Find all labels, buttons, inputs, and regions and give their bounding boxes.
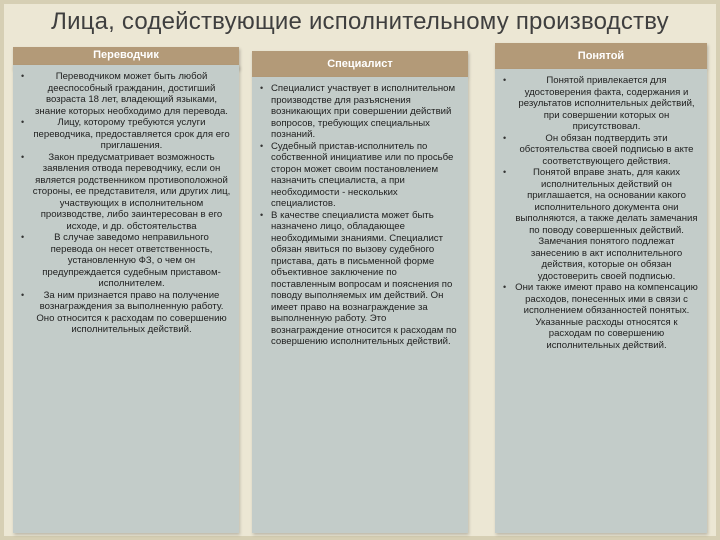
list-item: • В качестве специалиста может быть назначено лицо, обладающее необходимыми знаниями. Специалист обязан явиться по вызову судебного пристава, дать в письменной форме объективное заключение по поставленным вопросам и пояснения по поводу выполняемых им действий. Он имеет право на вознаграждение за выполненную работу. Это вознаграждение относится к расходам по совершению исполнительных действий. [260,210,460,348]
column-body-translator [13,65,239,533]
list-item: • За ним признается право на получение вознаграждения за выполненную работу. Оно относится к расходам по совершению исполнительных действий. [21,290,231,336]
list-item: • Судебный пристав-исполнитель по собственной инициативе или по просьбе сторон может своим постановлением назначить специалиста, а при необходимости - нескольких специалистов. [260,141,460,210]
list-item: • Переводчиком может быть любой дееспособный гражданин, достигший возраста 18 лет, владеющий языками, знание которых необходимо для перевода. [21,71,231,117]
column-header-witness: Понятой [495,43,707,69]
translator-list [21,71,231,336]
list-item: • Закон предусматривает возможность заявления отвода переводчику, если он является родственником противоположной стороны, ее представителя, или других лиц, участвующих в исполнительном производстве, либо заинтересован в его исходе, и др. обстоятельства [21,152,231,233]
list-item: • Специалист участвует в исполнительном производстве для разъяснения возникающих при совершении действий вопросов, требующих специальных познаний. [260,83,460,141]
column-header-translator: Переводчик [13,47,239,69]
list-item: • Он обязан подтвердить эти обстоятельства своей подписью в акте соответствующего действия. [503,133,699,168]
slide-title: Лица, содействующие исполнительному производству [51,8,669,35]
list-item: • Лицу, которому требуются услуги переводчика, предоставляется срок для его приглашения. [21,117,231,152]
list-item: • Понятой привлекается для удостоверения факта, содержания и результатов исполнительных действий, при совершении которых он присутствовал. [503,75,699,133]
column-body-specialist [252,77,468,533]
list-item: • Они также имеют право на компенсацию расходов, понесенных ими в связи с исполнением обязанностей понятых. Указанные расходы относятся к расходам по совершению исполнительных действий. [503,282,699,351]
specialist-list [260,83,460,348]
column-header-specialist: Специалист [252,51,468,77]
list-item: • Понятой вправе знать, для каких исполнительных действий он приглашается, на основании какого исполнительного документа они выполняются, а также делать замечания по поводу совершенных действий. Замечания понятого подлежат занесению в акт исполнительного действия, которые он обязан удостоверить своей подписью. [503,167,699,282]
witness-list [503,75,699,351]
column-body-witness [495,69,707,533]
list-item: • В случае заведомо неправильного перевода он несет ответственность, установленную ФЗ, о чем он предупреждается судебным приставом-исполнителем. [21,232,231,290]
